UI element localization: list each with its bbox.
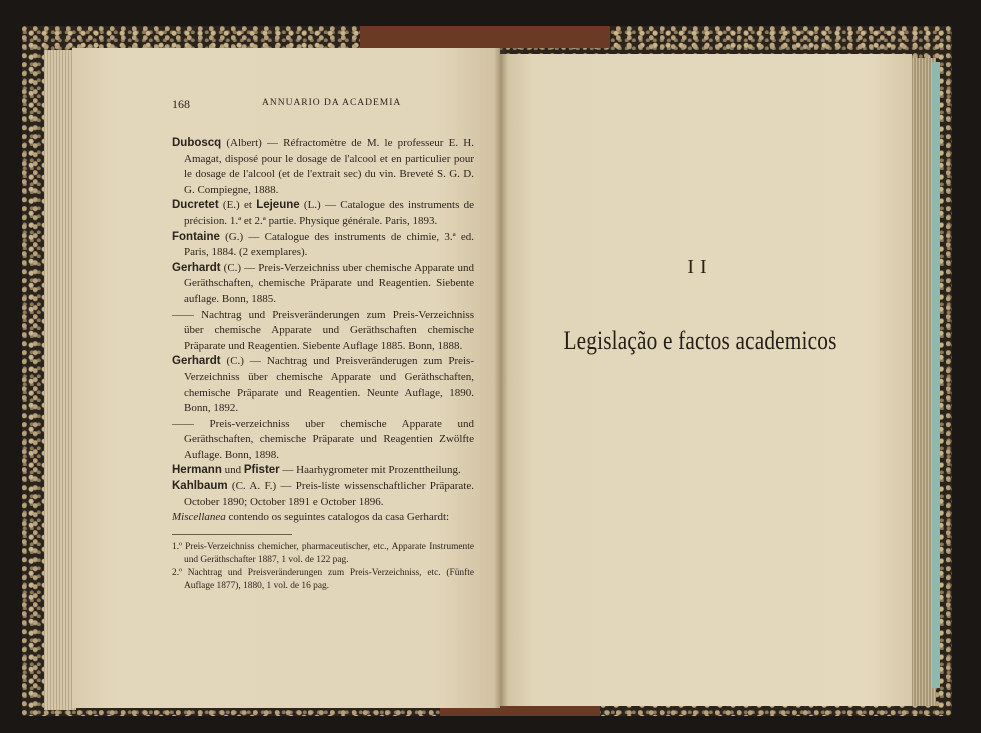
miscellanea-entry: Miscellanea contendo os seguintes catalogos da casa Gerhardt: <box>172 511 450 524</box>
left-page-body <box>172 136 474 593</box>
bibliography-entry: Kahlbaum (C. A. F.) — Preis-liste wissenschaftlicher Präparate. October 1890; October 1891 e October 1896. <box>172 480 474 508</box>
page-header <box>172 97 472 112</box>
footnote: 1.º Preis-Verzeichniss chemicher, pharmaceutischer, etc., Apparate Instrumente und Geräthschafter 1887, 1 vol. de 122 pag. <box>172 541 474 565</box>
bibliography-entry: Gerhardt (C.) — Nachtrag und Preisveränderugen zum Preis-Verzeichniss über chemische Apparate und Geräthschaften, chemische Präparate und Reagentien. Neunte Auflage, 1890. Bonn, 1892. <box>172 355 474 415</box>
bibliography-entry: Hermann und Pfister — Haarhygrometer mit Prozenttheilung. <box>172 464 461 477</box>
bibliography-entry: Duboscq (Albert) — Réfractomètre de M. le professeur E. H. Amagat, disposé pour le dosage de l'alcool et en particulier pour le dosage de l'alcool (et de l'extrait sec) du vin. Breveté S. G. D. G. Compiegne, 1888. <box>172 137 474 196</box>
running-head: ANNUARIO DA ACADEMIA <box>262 98 402 108</box>
footnote: 2.º Nachtrag und Preisveränderungen zum Preis-Verzeichniss, etc. (Fünfte Auflage 1877), 1880, 1 vol. de 16 pag. <box>172 567 474 591</box>
bibliography-entry: Ducretet (E.) et Lejeune (L.) — Catalogue des instruments de précision. 1.ª et 2.ª partie. Physique générale. Paris, 1893. <box>172 199 474 227</box>
right-page <box>500 54 912 706</box>
book-gutter <box>494 48 508 708</box>
page-number: 168 <box>172 97 190 111</box>
bibliography-entry: —— Nachtrag und Preisveränderungen zum Preis-Verzeichniss über chemische Apparate und Geräthschaften chemische Präparate und Reagentien. Siebente Auflage 1885. Bonn, 1888. <box>172 308 474 352</box>
bibliography-entry: —— Preis-verzeichniss uber chemische Apparate und Geräthschaften, chemische Präparate und Reagentien Zwölfte Auflage. Bonn, 1898. <box>172 417 474 461</box>
section-number: II <box>687 256 713 278</box>
spine-top <box>360 26 610 48</box>
section-title: Legislação e factos academicos <box>563 326 837 355</box>
footnote-rule <box>172 534 292 535</box>
bibliography-entry: Gerhardt (C.) — Preis-Verzeichniss uber chemische Apparate und Geräthschaften, chemische Präparate und Reagentien. Siebente auflage. Bonn, 1885. <box>172 261 474 305</box>
bibliography-entry: Fontaine (G.) — Catalogue des instruments de chimie, 3.ª ed. Paris, 1884. (2 exemplares). <box>172 230 474 259</box>
teal-edge <box>932 62 940 688</box>
